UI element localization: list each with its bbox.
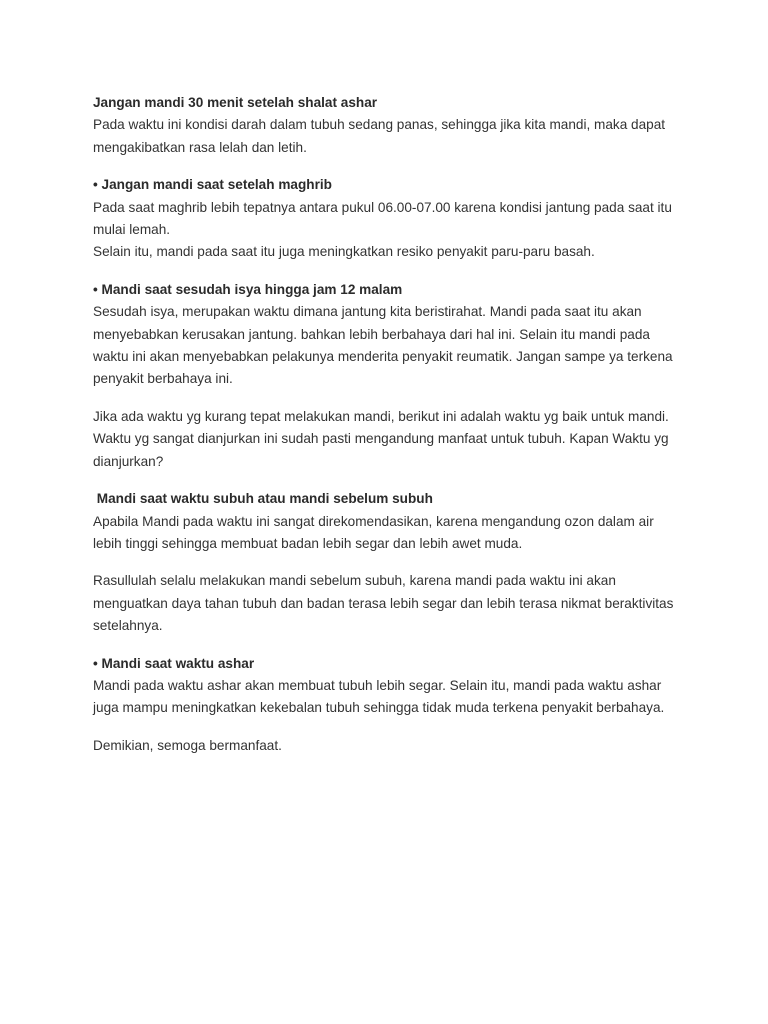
section-heading: • Mandi saat waktu ashar (93, 655, 255, 671)
paragraph-line: setelahnya. (93, 618, 163, 634)
paragraph-line: penyakit berbahaya ini. (93, 371, 233, 387)
section-heading: Mandi saat waktu subuh atau mandi sebelum subuh (93, 491, 433, 507)
section-rasulullah (93, 570, 683, 637)
paragraph-line: menyebabkan kerusakan jantung. bahkan lebih berbahaya dari hal ini. Selain itu mandi pada (93, 326, 650, 342)
paragraph-line: mulai lemah. (93, 222, 171, 238)
section-heading: • Mandi saat sesudah isya hingga jam 12 malam (93, 281, 403, 297)
paragraph-line: Selain itu, mandi pada saat itu juga meningkatkan resiko penyakit paru-paru basah. (93, 244, 595, 260)
paragraph-line: Mandi pada waktu ashar akan membuat tubuh lebih segar. Selain itu, mandi pada waktu ashar (93, 677, 662, 693)
paragraph-line: mengakibatkan rasa lelah dan letih. (93, 139, 307, 155)
section-subuh (93, 488, 683, 555)
document-page (93, 92, 683, 772)
paragraph-line: menguatkan daya tahan tubuh dan badan terasa lebih segar dan lebih terasa nikmat beraktivitas (93, 595, 674, 611)
section-ashar-good (93, 653, 683, 720)
paragraph-line: Pada waktu ini kondisi darah dalam tubuh sedang panas, sehingga jika kita mandi, maka dapat (93, 117, 666, 133)
paragraph-line: Jika ada waktu yg kurang tepat melakukan mandi, berikut ini adalah waktu yg baik untuk mandi. (93, 408, 669, 424)
paragraph-line: waktu ini akan menyebabkan pelakunya menderita penyakit reumatik. Jangan sampe ya terkena (93, 349, 673, 365)
paragraph-line: Pada saat maghrib lebih tepatnya antara pukul 06.00-07.00 karena kondisi jantung pada saat itu (93, 199, 672, 215)
paragraph-line: Rasullulah selalu melakukan mandi sebelum subuh, karena mandi pada waktu ini akan (93, 573, 616, 589)
paragraph-line: Sesudah isya, merupakan waktu dimana jantung kita beristirahat. Mandi pada saat itu akan (93, 304, 642, 320)
paragraph-line: Apabila Mandi pada waktu ini sangat direkomendasikan, karena mengandung ozon dalam air (93, 513, 654, 529)
section-intro-good-times (93, 406, 683, 473)
paragraph-line: Waktu yg sangat dianjurkan ini sudah pasti mengandung manfaat untuk tubuh. Kapan Waktu yg (93, 431, 669, 447)
section-maghrib-warning (93, 174, 683, 264)
section-heading: • Jangan mandi saat setelah maghrib (93, 177, 332, 193)
paragraph-line: juga mampu meningkatkan kekebalan tubuh sehingga tidak muda terkena penyakit berbahaya. (93, 700, 665, 716)
section-heading: Jangan mandi 30 menit setelah shalat ashar (93, 95, 378, 110)
section-ashar-warning (93, 92, 683, 159)
section-isya-warning (93, 279, 683, 391)
paragraph-line: lebih tinggi sehingga membuat badan lebih segar dan lebih awet muda. (93, 535, 523, 551)
paragraph-line: dianjurkan? (93, 453, 164, 469)
closing-line: Demikian, semoga bermanfaat. (93, 737, 282, 753)
section-closing (93, 735, 683, 757)
